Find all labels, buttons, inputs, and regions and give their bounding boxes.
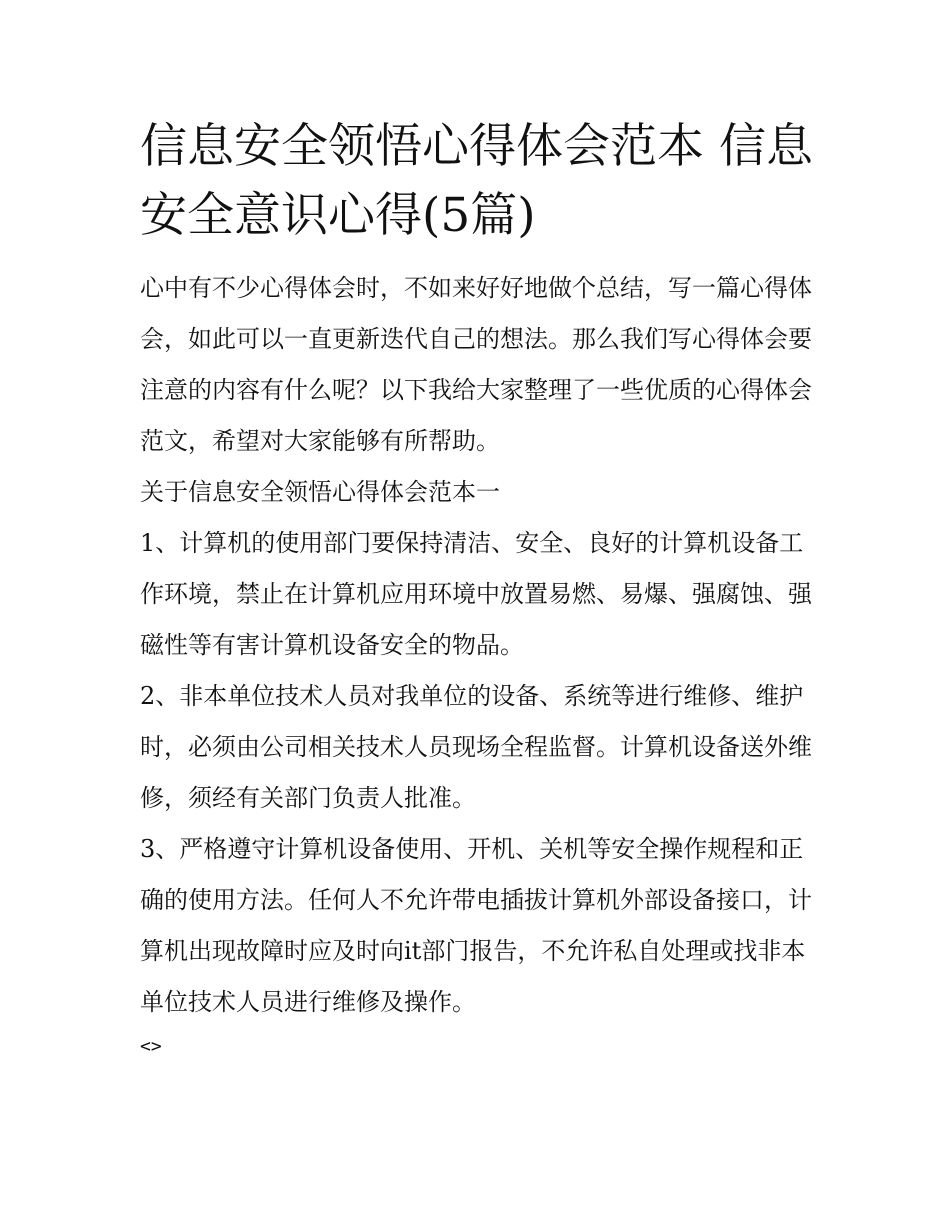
intro-paragraph: 心中有不少心得体会时，不如来好好地做个总结，写一篇心得体会，如此可以一直更新迭代自己的想法。那么我们写心得体会要注意的内容有什么呢？以下我给大家整理了一些优质的心得体会范文，希望对大家能够有所帮助。 <box>140 274 812 455</box>
trailing-mark: <> <box>140 1036 162 1057</box>
list-item: 2、非本单位技术人员对我单位的设备、系统等进行维修、维护时，必须由公司相关技术人员现场全程监督。计算机设备送外维修，须经有关部门负责人批准。 <box>140 682 812 812</box>
list-item: 1、计算机的使用部门要保持清洁、安全、良好的计算机设备工作环境，禁止在计算机应用环境中放置易燃、易爆、强腐蚀、强磁性等有害计算机设备安全的物品。 <box>140 529 812 659</box>
list-item: 3、严格遵守计算机设备使用、开机、关机等安全操作规程和正确的使用方法。任何人不允许带电插拔计算机外部设备接口，计算机出现故障时应及时向it部门报告，不允许私自处理或找非本单位技术人员进行维修及操作。 <box>140 835 812 1016</box>
document-body <box>140 112 815 1064</box>
section-heading: 关于信息安全领悟心得体会范本一 <box>140 478 500 506</box>
document-title: 信息安全领悟心得体会范本 信息安全意识心得(5篇) <box>140 119 813 243</box>
